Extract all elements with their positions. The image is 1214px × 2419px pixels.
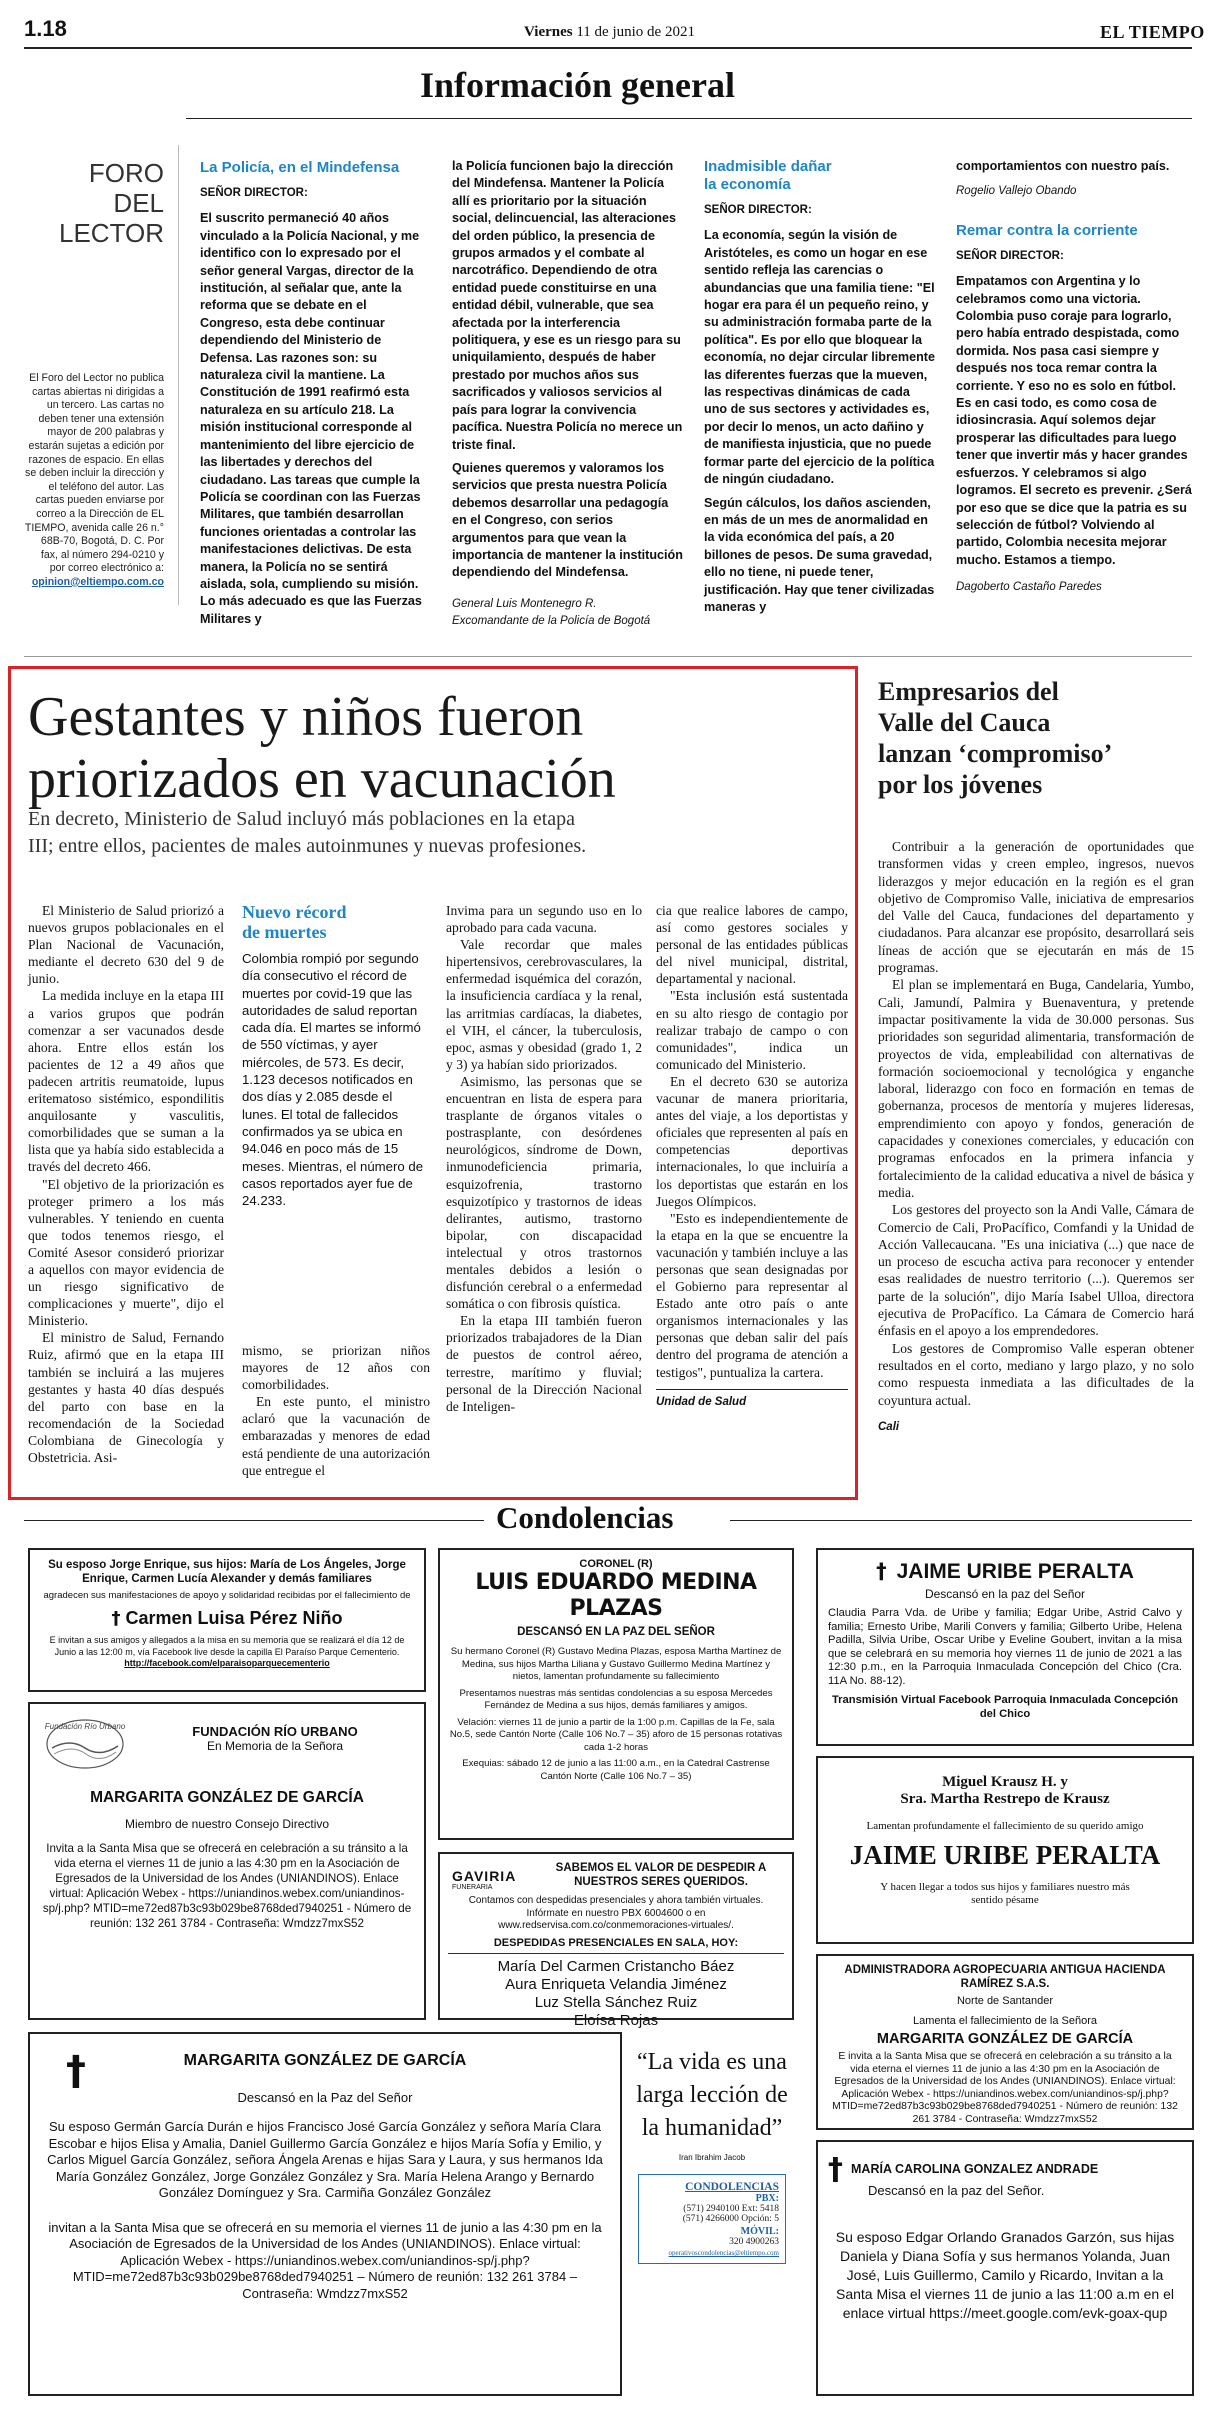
foro-info-text: El Foro del Lector no publica cartas abiertas ni dirigidas a un tercero. Las cartas no deben tener una extensión mayor de 200 palabras y estarán sujetas a edición por razones de espacio. En ellas se deben incluir la dirección y el teléfono del autor. Las cartas pueden enviarse por correo a la Dirección de EL TIEMPO, avenida calle 26 n.° 68B-70, Bogotá, D. C. Por fax, al número 294-0210 y por correo electrónico a:: [24, 372, 164, 575]
obit-n10-body: Su esposo Edgar Orlando Granados Garzón, sus hijas Daniela y Diana Sofía y sus hermanos Yolanda, Juan José, Luis Guillermo, Camilo y Ricardo, Invitan a la Santa Misa el viernes 11 de junio a las 11:00 a.m en el enlace virtual https://meet.google.com/evk-goax-qup: [835, 2229, 1175, 2321]
letter-policia-p2: la Policía funcionen bajo la dirección del Mindefensa. Mantener la Policía allí es prioritario por la situación social, delincuencial, las alteraciones del orden público, la presencia de grupos armados y el combate al narcotráfico. Dependiendo de otra entidad puede constituirse en una entidad débil, vulnerable, que sea afectada por la interferencia politiquera, y ese es un riesgo para su uniquilamiento, después de haber prestado por muchos años sus sacrificados y valiosos servicios al país para lograr la convivencia pacífica. Nuestra Policía no merece un triste final.: [452, 159, 683, 452]
obit-n2-name: LUIS EDUARDO MEDINA PLAZAS: [475, 1570, 757, 1621]
obit-n7-region: Norte de Santander: [956, 1995, 1053, 2007]
letter-policia-title: La Policía, en el Mindefensa: [200, 159, 400, 176]
main-article-deck-line1: En decreto, Ministerio de Salud incluyó más poblaciones en la etapa: [28, 808, 576, 830]
side-article-title-line2: Valle del Cauca: [878, 708, 1051, 737]
main-article-paragraph: cia que realice labores de campo, así como gestores sociales y personal de las entidades públicas del nivel municipal, distrital, departamental y nacional.: [656, 903, 848, 987]
obit-n2-body3: Velación: viernes 11 de junio a partir de la 1:00 p.m. Capillas de la Fe, sala No.5, sede Cantón Norte (Calle 106 No.7 – 35) aforo de 15 personas rotativas cada 1-2 horas: [449, 1716, 783, 1753]
obit-n2-body1: Su hermano Coronel (R) Gustavo Medina Plazas, esposa Martha Martínez de Medina, sus hijos Martha Liliana y Gustavo Guillermo Medina Martínez y nietos, lamentan profundamente su fallecimiento: [450, 1646, 782, 1682]
letter-economia-title1: Inadmisible dañar: [704, 158, 832, 175]
main-article-paragraph: "Esta inclusión está sustentada en su alto riesgo de contagio por realizar trabajo de campo o con comunidades", indica un comunicado del Ministerio.: [656, 988, 848, 1072]
main-article-paragraph: El ministro de Salud, Fernando Ruiz, afirmó que en la etapa III también se incluirá a las mujeres gestantes y hasta 40 días después del parto con base en la recomendación de la Sociedad Colombiana de Ginecología y Obstetricia. Asi-: [28, 1330, 224, 1465]
obit-n2-rank: CORONEL (R): [579, 1558, 653, 1570]
rio-urbano-logo: [40, 1714, 130, 1776]
letter-economia-p3: comportamientos con nuestro país.: [956, 159, 1170, 173]
main-article-col4: [656, 902, 848, 1411]
letter-remar-signature: Dagoberto Castaño Paredes: [956, 581, 1102, 594]
obit-n1-line2: agradecen sus manifestaciones de apoyo y solidaridad recibidas por el fallecimiento de: [43, 1590, 411, 1601]
rio-urbano-logo-text: Fundación Río Urbano: [44, 1722, 126, 1731]
obit-n5-lament: Lamentan profundamente el fallecimiento de su querido amigo: [866, 1820, 1144, 1832]
sidebar-title-line1: Nuevo récord: [242, 902, 347, 922]
obit-n5-names1: Miguel Krausz H. y: [942, 1774, 1068, 1790]
obituary-gonzalez-andrade: [816, 2140, 1194, 2396]
letter-policia-salutation: SEÑOR DIRECTOR:: [200, 187, 308, 199]
obit-n6-name-3: Luz Stella Sánchez Ruiz: [534, 1993, 698, 2011]
obituary-perez-nino: [28, 1548, 426, 1692]
letter-economia-salutation: SEÑOR DIRECTOR:: [704, 204, 812, 216]
obit-n6-name-4: Eloísa Rojas: [573, 2011, 659, 2029]
section-rule: [186, 118, 1192, 119]
obit-n7-body: E invita a la Santa Misa que se ofrecerá en celebración a su tránsito a la vida eterna el viernes 11 de junio a las 4:30 pm en la Asociación de Egresados de la Universidad de los Andes (UNIANDINOS). Enlace virtual: Aplicación Webex - https://uniandinos.webex.com/uniandinos-sp/j.php? MTID=me72ed87b3c93b029be8768ded7940251 - Número de reunión: 132 261 3784 - Contraseña: Wmdzz7mxS52: [832, 2051, 1178, 2125]
letter-economia-title: [704, 158, 936, 194]
contact-email[interactable]: operativoscondolencias@eltiempo.com: [668, 2249, 779, 2257]
contact-phone-2: (571) 4266000 Opción: 5: [682, 2214, 779, 2224]
contact-movil-label: MÓVIL:: [740, 2226, 779, 2237]
main-article-title-line1: Gestantes y niños fueron: [28, 686, 584, 748]
contact-movil: 320 4900263: [729, 2237, 779, 2247]
letter-remar-p1: Empatamos con Argentina y lo celebramos como una victoria. Colombia puso coraje para lograrlo, pero había entrado despistada, como dormida. Nos pasa casi siempre y después nos toca remar contra la corriente. Y eso no es solo en fútbol. Es en casi todo, es como cosa de idiosincrasia. Aquí solemos dejar prosperar las dificultades para luego tener que invertir más y hacer grandes esfuerzos. Y celebramos si algo logramos. El secreto es prevenir. ¿Será por eso que se dice que la patria es su selección de fútbol? Volviendo al partido, Colombia necesita mejorar mucho. Estamos a tiempo.: [956, 274, 1192, 567]
main-article-paragraph: "El objetivo de la priorización es proteger primero a los más vulnerables. Y teniendo en cuenta que todos tenemos riesgo, el Comité Asesor consideró priorizar a aquellos con mayor evidencia de un riesgo significativo de complicaciones y muerte", dijo el Ministerio.: [28, 1176, 224, 1329]
side-article-paragraph: Los gestores de Compromiso Valle esperan obtener resultados en el corto, mediano y largo plazo, y no solo como respuesta inmediata a las dificultades de la coyuntura actual.: [878, 1340, 1194, 1408]
obit-n1-line3: E invitan a sus amigos y allegados a la misa en su memoria que se realizará el día 12 de Junio a las 12:00 m, vía Facebook live desde la capilla El Paraíso Parque Cementerio.: [49, 1635, 405, 1657]
condolencias-contact-panel: [638, 2174, 786, 2264]
main-article-deck: [28, 806, 848, 860]
main-article-col3: [446, 902, 642, 1415]
sidebar-box: [242, 902, 430, 1209]
obit-n3-header: [828, 1558, 1182, 1585]
letter-remar-title: Remar contra la corriente: [956, 221, 1138, 239]
obituary-gonzalez-de-garcia: [28, 2032, 622, 2396]
side-article-paragraph: Los gestores del proyecto son la Andi Valle, Cámara de Comercio de Cali, ProPacífico, Comfandi y la Unidad de Acción Vallecaucana. "Es una iniciativa (...) que nace de un proceso de escucha activa para reconocer y entender esas realidades de nuestro territorio (...). Queremos ser parte de la solución", dijo María Isabel Ulloa, directora ejecutiva de ProPacífico. La Cámara de Comercio hará énfasis en el apoyo a los emprendedores.: [878, 1202, 1194, 1339]
obit-n7-name: MARGARITA GONZÁLEZ DE GARCÍA: [876, 2031, 1134, 2047]
letter-policia: [200, 158, 432, 634]
condolencias-rule-right: [730, 1520, 1192, 1521]
brand-logo: EL TIEMPO: [1100, 22, 1205, 42]
issue-date: [524, 24, 695, 41]
obit-n10-header: [828, 2152, 1182, 2187]
contact-pbx-label: PBX:: [755, 2193, 779, 2204]
letter-policia-sig1: General Luis Montenegro R.: [452, 597, 597, 610]
letter-policia-p3: Quienes queremos y valoramos los servicios que presta nuestra Policía debemos desarrollar una pedagogía en el Congreso, con serios argumentos para que vean la importancia de mantener la institución dependiendo del Mindefensa.: [452, 460, 683, 580]
letter-policia-p1: El suscrito permaneció 40 años vinculado a la Policía Nacional, y me identifico con lo expresado por el señor general Vargas, director de la institución, al señalar que, ante la reforma que se debate en el Congreso, esta debe continuar dependiendo del Ministerio de Defensa. Las razones son: su naturaleza civil la mantiene. La Constitución de 1991 reafirmó esta naturaleza en su artículo 218. La misión institucional corresponde al mantenimiento del libre ejercicio de las libertades y derechos del ciudadano. Las tareas que cumple la Policía se coordinan con las Fuerzas Militares, que también desarrollan funciones orientadas a controlar las manifestaciones delictivas. De esta manera, la Policía no se sentirá aislada, sola, cumpliendo su misión. Lo más adecuado es que las Fuerzas Militares y: [200, 211, 422, 626]
main-article-deck-line2: III; entre ellos, pacientes de males autoinmunes y nuevas profesiones.: [28, 835, 587, 857]
sidebar-title: [242, 902, 430, 942]
issue-date-day: Viernes: [524, 24, 573, 40]
obit-n2-rest: DESCANSÓ EN LA PAZ DEL SEÑOR: [517, 1626, 715, 1638]
obit-n5-names2: Sra. Martha Restrepo de Krausz: [900, 1791, 1110, 1807]
foro-title-line1: FORO DEL: [88, 158, 164, 218]
obit-n1-name-text: Carmen Luisa Pérez Niño: [125, 1608, 343, 1628]
letter-economia-p2: Según cálculos, los daños ascienden, en más de un mes de anormalidad en la vida económica del país, a 20 billones de pesos. De suma gravedad, ello no tiene, ni puede tener, justificación. Hay que tener civilizadas maneras y: [704, 495, 935, 614]
obit-n3-stream: Transmisión Virtual Facebook Parroquia Inmaculada Concepción del Chico: [831, 1694, 1179, 1720]
letter-policia-sig2: Excomandante de la Policía de Bogotá: [452, 615, 651, 628]
side-article-body: [878, 838, 1194, 1436]
obit-n4-memory: En Memoria de la Señora: [206, 1739, 344, 1753]
obit-n4-name: MARGARITA GONZÁLEZ DE GARCÍA: [90, 1789, 364, 1806]
main-article-paragraph: En el decreto 630 se autoriza vacunar de manera prioritaria, antes del viaje, a los deportistas y oficiales que representen al país en competencias deportivas internacionales, lo que incluiría a los deportistas que estarán en los Juegos Olímpicos.: [656, 1073, 848, 1209]
obituary-uribe-peralta: [816, 1548, 1194, 1746]
obit-n4-org: FUNDACIÓN RÍO URBANO: [192, 1724, 358, 1739]
condolencias-rule-left: [24, 1520, 484, 1521]
cross-icon: †: [66, 2048, 86, 2094]
main-article-paragraph: "Esto es independientemente de la etapa en la que se encuentre la vacunación y también incluye a las personas que sean designadas por el Gobierno para representar al Estado ante otro país o ante organismos internacionales y las personas que deban salir del país dentro del programa de atención a testigos", puntualiza la cartera.: [656, 1210, 848, 1380]
gaviria-logo-sub: FUNERARIA: [452, 1884, 493, 1891]
foro-divider: [178, 145, 179, 605]
section-title: Información general: [420, 65, 735, 105]
main-article-paragraph: mismo, se priorizan niños mayores de 12 años con comorbilidades.: [242, 1343, 430, 1393]
obit-n8-name: MARGARITA GONZÁLEZ DE GARCÍA: [183, 2052, 467, 2069]
obituary-hacienda-ramirez: [816, 1954, 1194, 2130]
main-article-paragraph: El Ministerio de Salud priorizó a nuevos grupos poblacionales en el Plan Nacional de Vacunación, mediante el decreto 630 del 9 de junio.: [28, 903, 224, 987]
side-article-title-line3: lanzan ‘compromiso’: [878, 739, 1113, 768]
condolencias-quote: “La vida es una larga lección de la humanidad”: [636, 2049, 788, 2141]
foro-email[interactable]: opinion@eltiempo.com.co: [31, 575, 164, 588]
obituary-krausz: [816, 1756, 1194, 1944]
obit-n6-body: Contamos con despedidas presenciales y ahora también virtuales. Infórmate en nuestro PBX 6004600 o en www.redservisa.com.co/conmemoraciones-virtuales/.: [468, 1895, 764, 1931]
sidebar-title-line2: de muertes: [242, 922, 327, 942]
side-article-paragraph: Contribuir a la generación de oportunidades que transformen vidas y creen empleo, ingresos, nuevos liderazgos y mejor educación en la región es el gran objetivo de Compromiso Valle, iniciativa de empresarios del Valle del Cauca, fundaciones del departamento y ciudadanos. Para alcanzar ese propósito, desarrollará seis líneas de acción que se ejecutarán en más de 15 programas.: [878, 839, 1194, 976]
obit-n2-body2: Presentamos nuestras más sentidas condolencias a su esposa Mercedes Fernández de Medina a sus hijos, demás familiares y amigos.: [459, 1687, 773, 1711]
letter-remar-salutation: SEÑOR DIRECTOR:: [956, 249, 1064, 262]
main-article-col2: [242, 1342, 430, 1479]
obit-n6-name-1: María Del Carmen Cristancho Báez: [497, 1957, 735, 1975]
letter-economia-title2: la economía: [704, 176, 791, 193]
obit-n1-link[interactable]: http://facebook.com/elparaisoparquecementerio: [124, 1658, 330, 1668]
obit-n2-body4: Exequias: sábado 12 de junio a las 11:00 a.m., en la Catedral Castrense Cantón Norte (Calle 106 No.7 – 35): [462, 1758, 770, 1782]
obit-n5-closing: Y hacen llegar a todos sus hijos y familiares nuestro más sentido pésame: [880, 1881, 1130, 1906]
obit-n6-name-2: Aura Enriqueta Velandia Jiménez: [505, 1975, 727, 1993]
side-article-byline: Cali: [878, 1420, 900, 1433]
obit-n7-lament: Lamenta el fallecimiento de la Señora: [912, 2015, 1098, 2027]
obit-n5-name: JAIME URIBE PERALTA: [849, 1840, 1161, 1870]
main-article-byline: Unidad de Salud: [656, 1389, 848, 1411]
cross-icon: †: [828, 2152, 843, 2187]
main-article-paragraph: Vale recordar que males hipertensivos, cerebrovasculares, la enfermedad isquémica del corazón, la insuficiencia cardíaca y la renal, las arritmias cardíacas, la diabetes, el VIH, el cáncer, la tuberculosis, epoc, asmas y obesidad (grado 1, 2 y 3) ya habían sido priorizados.: [446, 937, 642, 1072]
obit-n3-title: JAIME URIBE PERALTA: [896, 1560, 1134, 1583]
obit-n1-name: [38, 1608, 416, 1629]
main-article-title-line2: priorizados en vacunación: [28, 748, 616, 810]
obit-n6-today: DESPEDIDAS PRESENCIALES EN SALA, HOY:: [493, 1936, 739, 1949]
letter-policia-cont: [452, 158, 684, 631]
obit-n8-rest: Descansó en la Paz del Señor: [237, 2090, 413, 2105]
letter-economia: [704, 158, 936, 622]
obit-n3-body: Claudia Parra Vda. de Uribe y familia; Edgar Uribe, Astrid Calvo y familia; Ernesto Uribe, Marili Convers y familia; Gilberto Uribe, Helena Padilla, Silvia Uribe, Oscar Uribe y Eveline Goubert, invitan a la misa que se celebrará en su memoria hoy viernes 11 de junio de 2021 a las 12:30 p.m., en la Parroquia Inmaculada Concepción del Chico (Cra. 11A No. 88-12).: [828, 1607, 1182, 1687]
obit-n6-names: [448, 1953, 784, 2030]
side-article-paragraph: El plan se implementará en Buga, Candelaria, Yumbo, Cali, Jamundí, Palmira y Buenaventura, y pretende impactar positivamente la vida de 30.000 personas. Sus prioridades son seguridad alimentaria, transformación de proyectos de vida, empleabilidad con alternativas de formación socioemocional y tecnológica y enganche laboral, liderazgo con foco en formación en temas de gobernanza, procesos de mentoría y mujeres lideresas, emprendimiento con apoyo y fondos, generación de capacidades y conexiones comerciales, y educación con programas enfocados en la primera infancia y fortalecimiento de la calidad educativa a nivel de básica y media.: [878, 977, 1194, 1200]
letter-policia-signature: [452, 596, 684, 631]
condolencias-title: Condolencias: [496, 1500, 674, 1535]
main-article-title: [28, 686, 848, 810]
obit-n7-company: ADMINISTRADORA AGROPECUARIA ANTIGUA HACIENDA RAMÍREZ S.A.S.: [844, 1964, 1166, 1990]
cross-icon: †: [111, 1608, 121, 1629]
main-article-paragraph: Asimismo, las personas que se encuentran en lista de espera para trasplante de órganos vitales o postrasplante, con desórdenes neurológicos, síndrome de Down, inmunodeficiencia primaria, esquizofrenia, trastorno esquizotípico y trastornos de ideas delirantes, autismo, trastorno bipolar, con discapacidad intelectual y otros trastornos mentales debidos a lesión o disfunción cerebral o a enfermedad somática o con fibrosis quística.: [446, 1073, 642, 1312]
obit-n8-body2: invitan a la Santa Misa que se ofrecerá en su memoria el viernes 11 de junio a las 4:30 pm en la Asociación de Egresados de la Universidad de los Andes (UNIANDINOS). Enlace virtual: Aplicación Webex - https://uniandinos.webex.com/uniandinos-sp/j.php? MTID=me72ed87b3c93b029be8768ded7940251 – Número de reunión: 132 261 3784 – Contraseña: Wmdzz7mxS52: [48, 2219, 602, 2301]
main-article-paragraph: Invima para un segundo uso en lo aprobado para cada vacuna.: [446, 903, 642, 936]
main-article-col1: [28, 902, 224, 1466]
foro-title-line2: LECTOR: [59, 218, 164, 248]
cross-icon: †: [876, 1559, 887, 1583]
letters-bottom-rule: [24, 656, 1192, 657]
gaviria-logo-text: GAVIRIA: [452, 1868, 517, 1884]
side-article-title-line1: Empresarios del: [878, 677, 1059, 706]
sidebar-text: Colombia rompió por segundo día consecutivo el récord de muertes por covid-19 que las autoridades de salud reportan cada día. El martes se informó de 550 víctimas, y ayer miércoles, de 573. Es decir, 1.123 decesos notificados en dos días y 2.085 desde el lunes. El total de fallecidos confirmados ya se ubica en 94.046 en poco más de 15 meses. Mientras, el número de casos reportados ayer fue de 24.233.: [242, 951, 424, 1209]
page-number: 1.18: [24, 16, 67, 41]
obituary-medina-plazas: [438, 1548, 794, 1840]
main-article-paragraph: En este punto, el ministro aclaró que la vacunación de embarazadas y menores de edad está pendiente de una autorización que entregue el: [242, 1394, 430, 1478]
obit-n4-body: Invita a la Santa Misa que se ofrecerá en celebración a su tránsito a la vida eterna el viernes 11 de junio a las 4:30 pm en la Asociación de Egresados de la Universidad de los Andes (UNIANDINOS). Enlace virtual: Aplicación Webex - https://uniandinos.webex.com/uniandinos-sp/j.php? MTID=me72ed87b3c93b029be8768ded7940251 - Número de reunión: 132 261 3784 - Contraseña: Wmdzz7mxS52: [42, 1842, 412, 1930]
obit-n3-rest: Descansó en la paz del Señor: [924, 1587, 1086, 1601]
letter-economia-p1: La economía, según la visión de Aristóteles, es como un hogar en ese sentido refleja las carencias o abundancias que una familia tiene: "El hogar era para él un pequeño reino, y su administración formaba parte de la política". Es por ello que bloquear la economía, no dejar circular libremente las diferentes fuerzas que la mueven, las respectivas dinámicas de cada uno de sus sectores y actividades es, por decir lo menos, un acto dañino y de manifiesta injusticia, que no puede formar parte del ejercicio de la política de ningún ciudadano.: [704, 228, 935, 487]
condolencias-contact-box: [630, 2046, 794, 2392]
condolencias-quote-author: Iran Ibrahim Jacob: [678, 2153, 746, 2162]
foro-info: [24, 372, 164, 590]
obituary-gaviria-funeraria: [438, 1852, 794, 2029]
main-article-paragraph: En la etapa III también fueron priorizados trabajadores de la Dian de puestos de control aéreo, terrestre, marítimo y fluvial; personal de la Dirección Nacional de Inteligen-: [446, 1313, 642, 1414]
contact-phone-1: (571) 2940100 Ext: 5418: [683, 2204, 779, 2214]
gaviria-logo: [452, 1868, 532, 1891]
letter-economia-signature: Rogelio Vallejo Obando: [956, 185, 1077, 198]
obit-n6-header: SABEMOS EL VALOR DE DESPEDIR A NUESTROS SERES QUERIDOS.: [555, 1862, 767, 1888]
side-article-title-line4: por los jóvenes: [878, 770, 1043, 799]
masthead-rule: [24, 47, 1192, 49]
obituary-rio-urbano: [28, 1702, 426, 2020]
obit-n1-line1: Su esposo Jorge Enrique, sus hijos: María de Los Ángeles, Jorge Enrique, Carmen Lucía Alexander y demás familiares: [48, 1559, 406, 1585]
obit-n4-member: Miembro de nuestro Consejo Directivo: [124, 1817, 330, 1831]
contact-title: CONDOLENCIAS: [685, 2181, 779, 2193]
obit-n8-body1: Su esposo Germán García Durán e hijos Francisco José García González y señora María Clara Escobar e hijos Elisa y Amalia, Daniel Guillermo García González e hijos María Sofía y Emilio, y Carlos Miguel García González, señora Ángela Arenas e hijas Sara y Laura, y sus hermanos Ida María González González, Jorge González González y Sra. María Helena Arango y Bernardo González Domínguez y Sra. Carmiña González González: [47, 2119, 603, 2200]
letter-remar: [956, 158, 1192, 597]
issue-date-text: 11 de junio de 2021: [576, 24, 695, 40]
foro-title: [52, 158, 164, 248]
main-article-paragraph: La medida incluye en la etapa III a varios grupos que podrán comenzar a ser vacunados desde ahora. Entre ellos están los pacientes de 12 a 49 años que padecen artritis reumatoide, lupus eritematoso sistémico, espondilitis anquilosante y vasculitis, comorbilidades que se suman a la lista que ya había sido establecida a través del decreto 466.: [28, 988, 224, 1175]
obit-n10-name: MARÍA CAROLINA GONZALEZ ANDRADE: [851, 2161, 1099, 2176]
side-article-title: [878, 676, 1194, 800]
obit-n10-rest: Descansó en la paz del Señor.: [868, 2183, 1045, 2198]
